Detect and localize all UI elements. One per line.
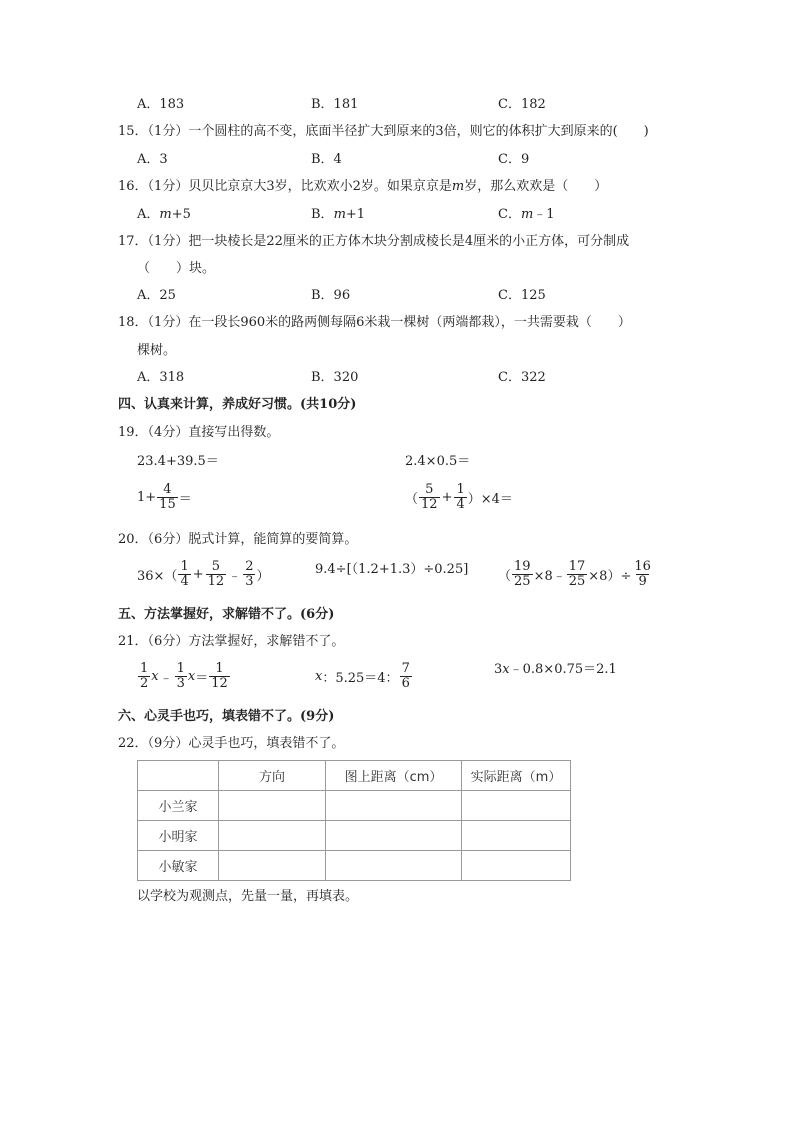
q15-option-b: B．4 <box>311 152 342 167</box>
q16-option-b: B．m+1 <box>311 207 366 222</box>
q17-text-line1: 17．（1分）把一块棱长是22厘米的正方体木块分割成棱长是4厘米的小正方体，可分制成 <box>118 234 630 249</box>
q14-option-a: A．183 <box>137 97 185 112</box>
q19-expr-2: 2.4×0.5＝ <box>405 454 471 469</box>
answer-cell[interactable] <box>219 791 326 821</box>
q17-option-c: C．125 <box>498 288 546 303</box>
answer-cell[interactable] <box>462 821 571 851</box>
answer-cell[interactable] <box>326 851 462 881</box>
answer-cell[interactable] <box>326 821 462 851</box>
q19-text: 19．（4分）直接写出得数。 <box>118 425 280 440</box>
q19-expr-1: 23.4+39.5＝ <box>137 454 219 469</box>
q19-expr-3: 1+ $\frac{4}{15}$ ＝ <box>137 482 192 512</box>
q20-expr-2: 9.4÷[（1.2+1.3）÷0.25] <box>315 562 469 577</box>
q21-expr-2: x ：5.25＝4： $\frac{7}{6}$ <box>315 661 410 691</box>
q18-option-a: A．318 <box>137 370 185 385</box>
q16-option-a: A．m+5 <box>137 207 191 222</box>
q16-text: 16．（1分）贝贝比京京大3岁，比欢欢小2岁。如果京京是m岁，那么欢欢是（ ） <box>118 179 608 194</box>
q21-expr-1: $\frac{1}{2}$ x ﹣ $\frac{1}{3}$ x ＝ $\frac{1}{12}$ <box>140 661 228 691</box>
answer-cell[interactable] <box>326 791 462 821</box>
answer-cell[interactable] <box>219 851 326 881</box>
q22-table <box>137 760 571 881</box>
q18-option-b: B．320 <box>311 370 359 385</box>
table-header-cell: 图上距离（cm） <box>326 761 462 791</box>
q18-option-c: C．322 <box>498 370 546 385</box>
section4-title: 四、认真来计算，养成好习惯。(共10分) <box>118 397 357 412</box>
q18-text-line2: 棵树。 <box>137 343 177 358</box>
q21-expr-3: 3x﹣0.8×0.75＝2.1 <box>494 662 617 677</box>
q20-expr-1: 36×（ $\frac{1}{4}$ + $\frac{5}{12}$ ﹣ $\frac{2}{3}$ ） <box>137 559 270 589</box>
table-row <box>138 791 571 821</box>
q21-text: 21．（6分）方法掌握好，求解错不了。 <box>118 634 345 649</box>
row-label: 小明家 <box>138 821 219 851</box>
q14-option-c: C．182 <box>498 97 546 112</box>
table-row <box>138 851 571 881</box>
table-row <box>138 821 571 851</box>
answer-cell[interactable] <box>219 821 326 851</box>
table-header-cell: 实际距离（m） <box>462 761 571 791</box>
answer-cell[interactable] <box>462 791 571 821</box>
q22-text: 22．（9分）心灵手也巧，填表错不了。 <box>118 736 345 751</box>
q19-expr-4: （ $\frac{5}{12}$ + $\frac{1}{4}$ ）×4＝ <box>405 482 513 512</box>
q15-text: 15．（1分）一个圆柱的高不变，底面半径扩大到原来的3倍，则它的体积扩大到原来的( ) <box>118 124 649 139</box>
table-header-cell <box>138 761 219 791</box>
table-header-cell: 方向 <box>219 761 326 791</box>
q17-option-b: B．96 <box>311 288 351 303</box>
q15-option-a: A．3 <box>137 152 168 167</box>
q20-text: 20．（6分）脱式计算，能简算的要简算。 <box>118 532 358 547</box>
q22-note: 以学校为观测点，先量一量，再填表。 <box>137 889 359 904</box>
q14-option-b: B．181 <box>311 97 359 112</box>
row-label: 小兰家 <box>138 791 219 821</box>
q18-text-line1: 18．（1分）在一段长960米的路两侧每隔6米栽一棵树（两端都栽），一共需要栽（ ） <box>118 315 631 330</box>
q15-option-c: C．9 <box>498 152 530 167</box>
table-header-row <box>138 761 571 791</box>
section6-title: 六、心灵手也巧，填表错不了。(9分) <box>118 709 335 724</box>
section5-title: 五、方法掌握好，求解错不了。(6分) <box>118 607 335 622</box>
row-label: 小敏家 <box>138 851 219 881</box>
q17-text-line2: （ ）块。 <box>137 261 216 276</box>
q20-expr-3: （ $\frac{19}{25}$ ×8﹣ $\frac{17}{25}$ ×8）÷ $\frac{16}{9}$ <box>498 559 651 589</box>
q16-option-c: C．m﹣1 <box>498 207 555 222</box>
answer-cell[interactable] <box>462 851 571 881</box>
q17-option-a: A．25 <box>137 288 176 303</box>
